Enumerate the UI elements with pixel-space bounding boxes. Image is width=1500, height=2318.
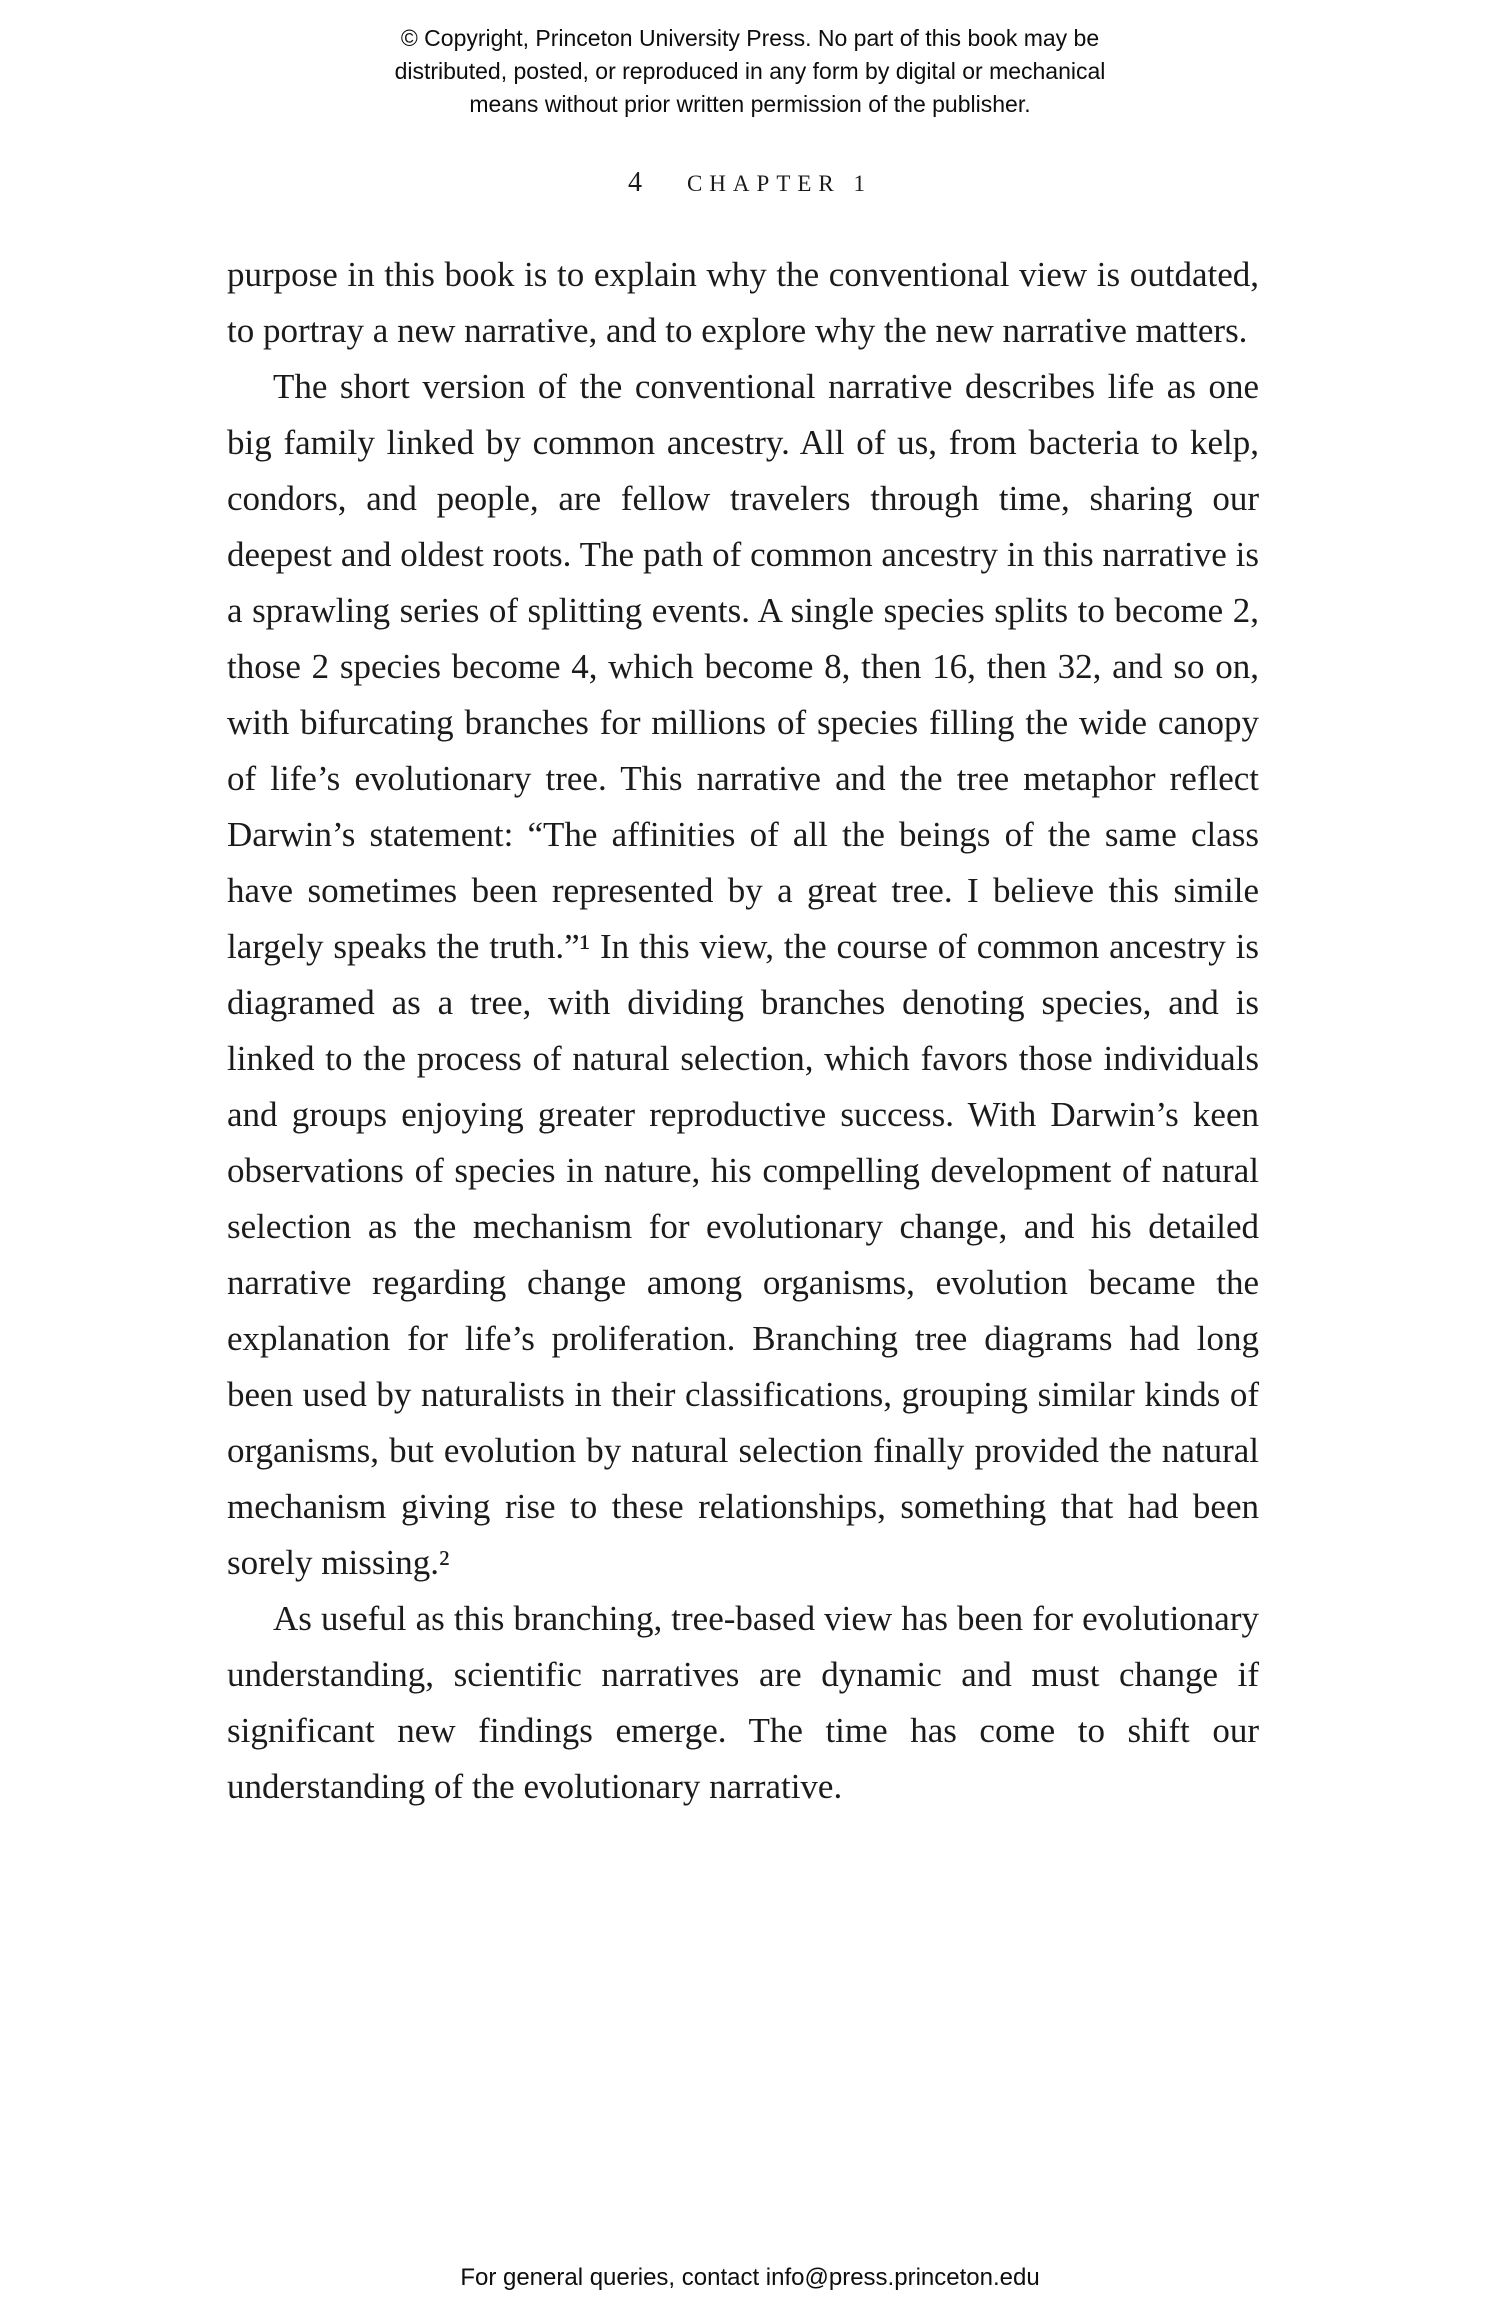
copyright-line-3: means without prior written permission of the publisher.: [469, 91, 1031, 117]
copyright-notice: [0, 0, 1500, 121]
copyright-line-2: distributed, posted, or reproduced in any form by digital or mechanical: [394, 58, 1106, 84]
running-head: [0, 167, 1500, 199]
paragraph-1: purpose in this book is to explain why the conventional view is outdated, to portray a new narrative, and to explore why the new narrative matters.: [227, 255, 1259, 350]
chapter-label: CHAPTER 1: [686, 171, 873, 196]
page-number: 4: [627, 167, 643, 198]
body-text: [227, 247, 1259, 1815]
copyright-line-1: © Copyright, Princeton University Press. No part of this book may be: [400, 25, 1100, 51]
paragraph-3: As useful as this branching, tree-based view has been for evolutionary understanding, scientific narratives are dynamic and must change if significant new findings emerge. The time has come to shift our understanding of the evolutionary narrative.: [227, 1599, 1259, 1806]
footer-contact: For general queries, contact info@press.princeton.edu: [460, 2264, 1040, 2291]
paragraph-2: The short version of the conventional narrative describes life as one big family linked by common ancestry. All of us, from bacteria to kelp, condors, and people, are fellow travelers through time, sharing our deepest and oldest roots. The path of common ancestry in this narrative is a sprawling series of splitting events. A single species splits to become 2, those 2 species become 4, which become 8, then 16, then 32, and so on, with bifurcating branches for millions of species filling the wide canopy of life’s evolutionary tree. This narrative and the tree metaphor reflect Darwin’s statement: “The affinities of all the beings of the same class have sometimes been represented by a great tree. I believe this simile largely speaks the truth.”¹ In this view, the course of common ancestry is diagramed as a tree, with dividing branches denoting species, and is linked to the process of natural selection, which favors those individuals and groups enjoying greater reproductive success. With Darwin’s keen observations of species in nature, his compelling development of natural selection as the mechanism for evolutionary change, and his detailed narrative regarding change among organisms, evolution became the explanation for life’s proliferation. Branching tree diagrams had long been used by naturalists in their classifications, grouping similar kinds of organisms, but evolution by natural selection finally provided the natural mechanism giving rise to these relationships, something that had been sorely missing.²: [227, 367, 1259, 1582]
